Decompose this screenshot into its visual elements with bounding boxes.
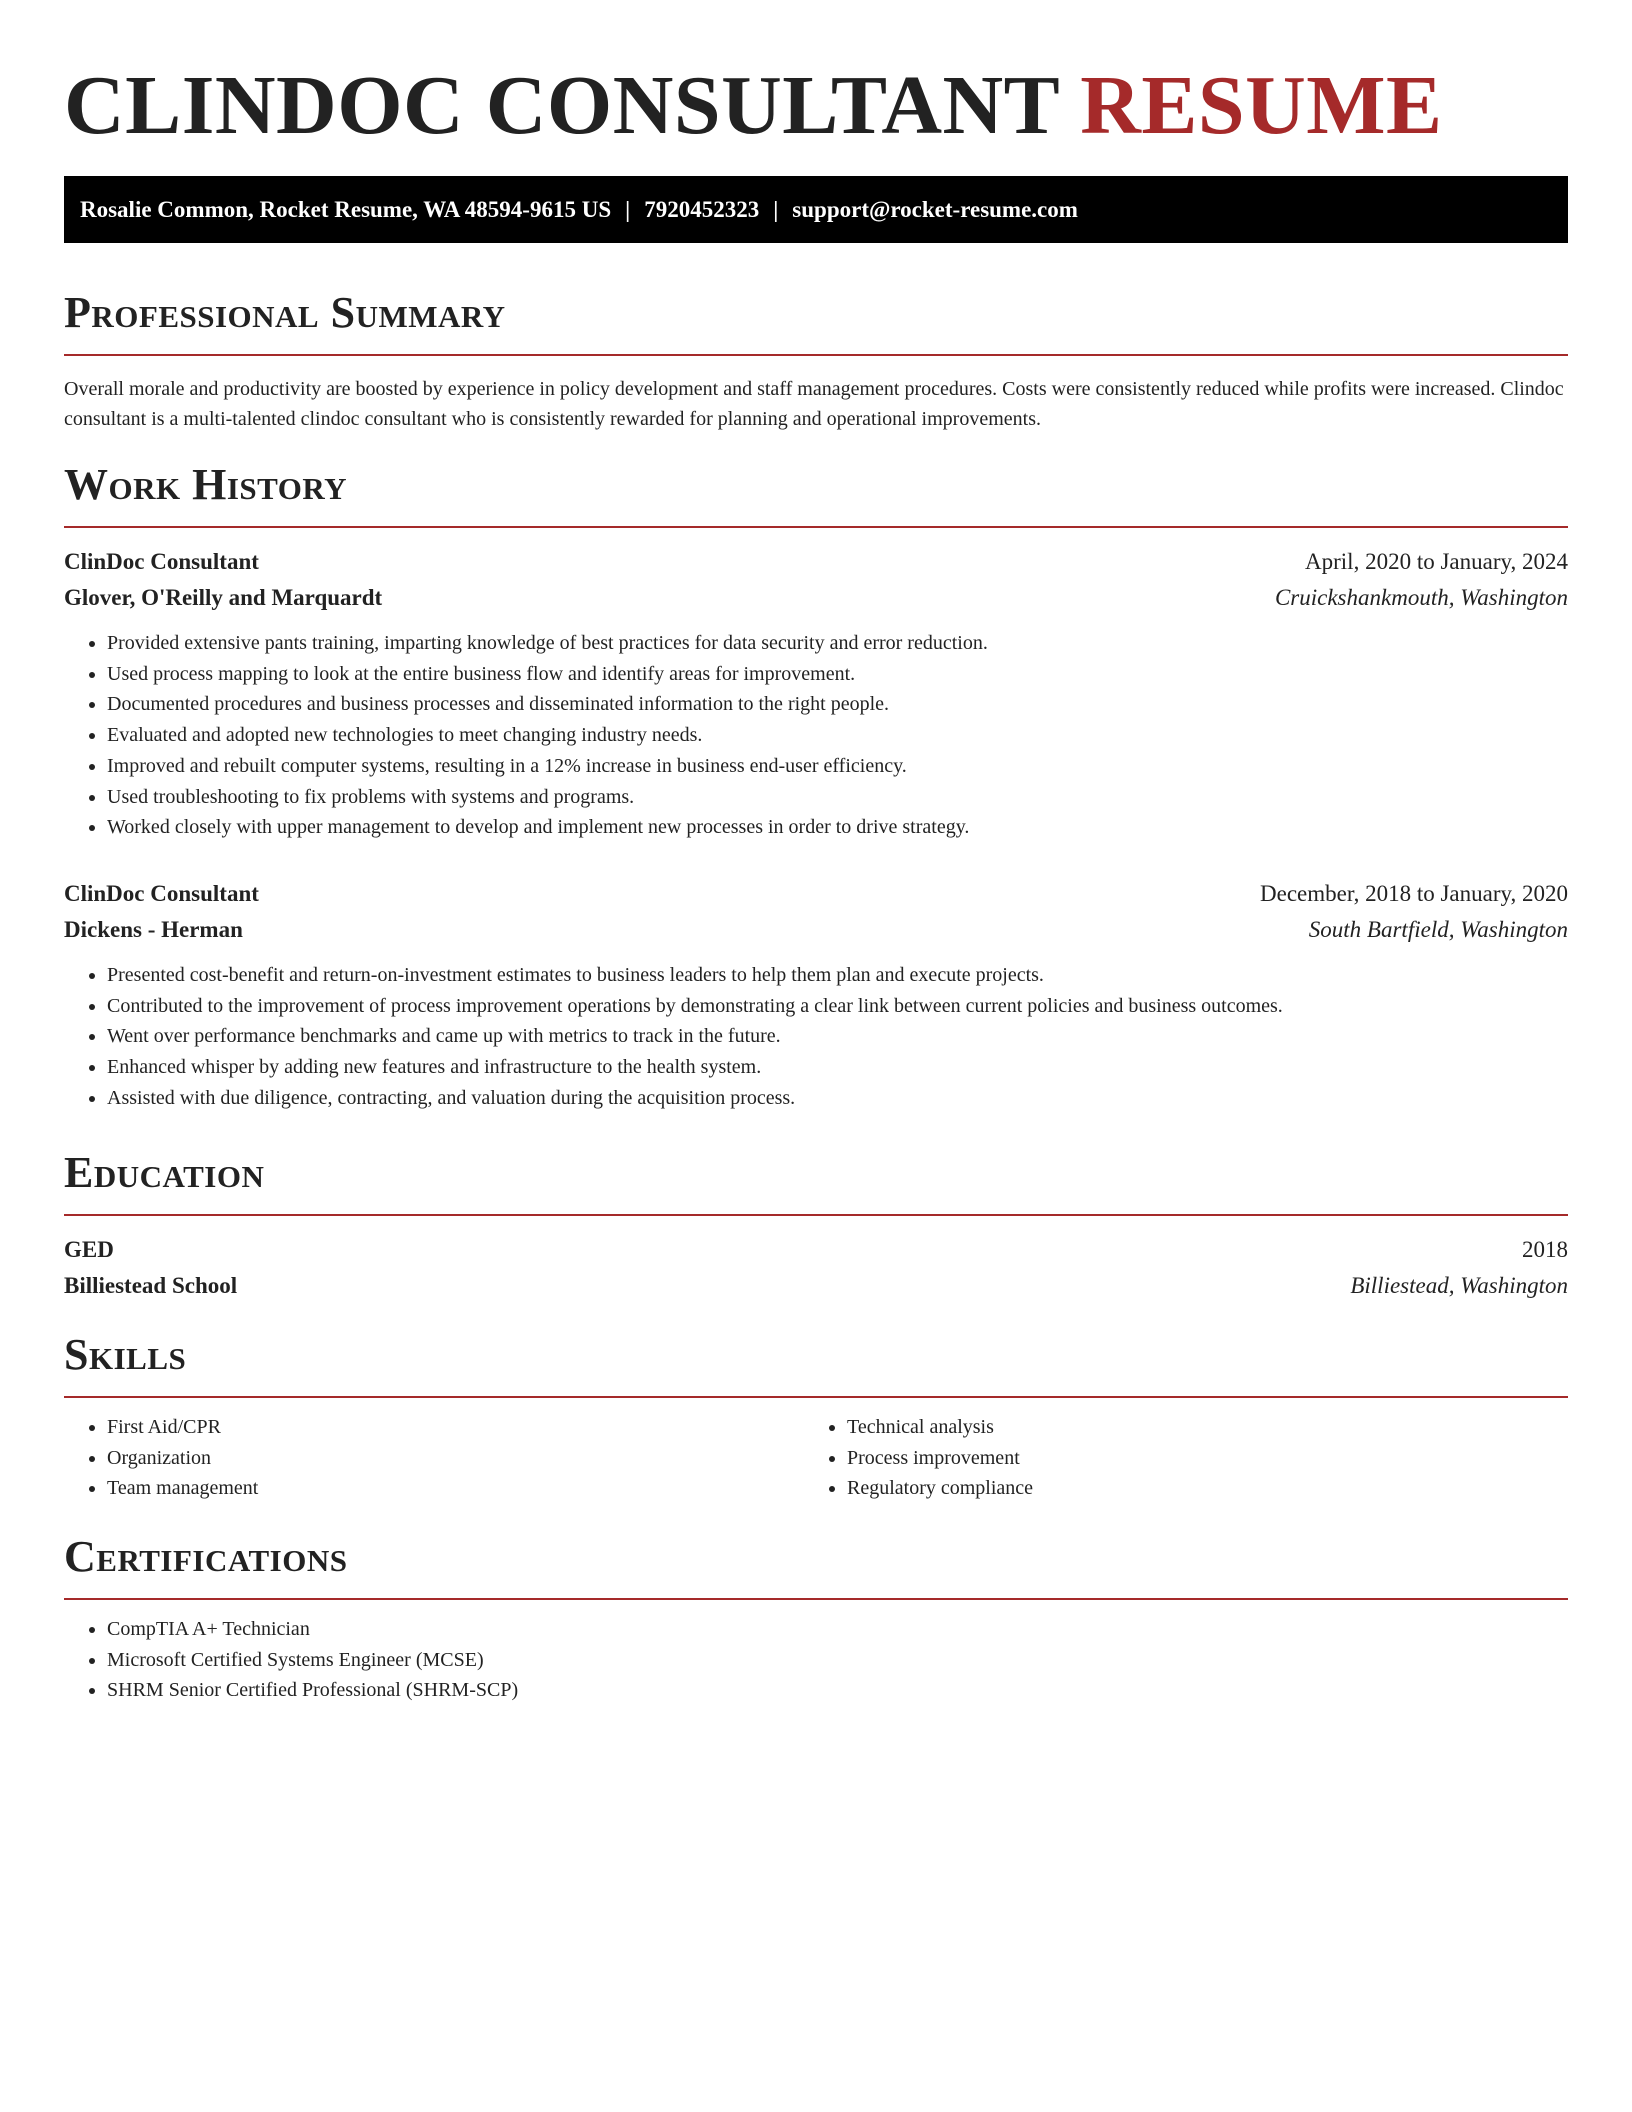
skills-list-left xyxy=(64,1412,804,1504)
education-school: Billiestead School xyxy=(64,1273,238,1298)
job-title: ClinDoc Consultant xyxy=(64,549,259,574)
education-school-row xyxy=(64,1268,1568,1304)
resume-page xyxy=(64,0,1568,1702)
job-header-row xyxy=(64,544,1568,580)
contact-separator: | xyxy=(625,197,631,222)
job-entry xyxy=(64,876,1568,1114)
job-dates: December, 2018 to January, 2020 xyxy=(1260,880,1568,906)
job-bullets xyxy=(64,960,1568,1114)
skills-heading: Skills xyxy=(64,1330,187,1379)
contact-address: Rosalie Common, Rocket Resume, WA 48594-9615 US xyxy=(80,197,612,222)
list-item: • Process improvement xyxy=(847,1443,1544,1474)
summary-text: Overall morale and productivity are boosted by experience in policy development and staff management procedures. Costs were consistently reduced while profits were increased. Clindoc consultant is a multi-talented clindoc consultant who is consistently rewarded for planning and operational improvements. xyxy=(64,378,1564,430)
list-item: • Team management xyxy=(107,1473,804,1504)
summary-heading: Professional Summary xyxy=(64,288,506,337)
summary-section xyxy=(64,284,1568,434)
certifications-section xyxy=(64,1528,1568,1706)
list-item: • Documented procedures and business processes and disseminated information to the right people. xyxy=(107,689,1568,720)
skills-columns xyxy=(64,1412,1568,1504)
contact-bar xyxy=(64,176,1568,243)
certifications-list xyxy=(64,1614,1568,1706)
list-item: • Regulatory compliance xyxy=(847,1473,1544,1504)
list-item: • Provided extensive pants training, imparting knowledge of best practices for data security and error reduction. xyxy=(107,628,1568,659)
job-company: Glover, O'Reilly and Marquardt xyxy=(64,585,383,610)
section-divider xyxy=(64,526,1568,528)
list-item: • Technical analysis xyxy=(847,1412,1544,1443)
list-item: • Improved and rebuilt computer systems, resulting in a 12% increase in business end-user efficiency. xyxy=(107,751,1568,782)
job-dates: April, 2020 to January, 2024 xyxy=(1305,549,1568,574)
education-degree-row xyxy=(64,1232,1568,1268)
list-item: • SHRM Senior Certified Professional (SHRM-SCP) xyxy=(107,1675,1568,1706)
resume-title xyxy=(64,52,1568,160)
section-divider xyxy=(64,1214,1568,1216)
list-item: • First Aid/CPR xyxy=(107,1412,804,1443)
education-heading: Education xyxy=(64,1148,265,1197)
job-entry xyxy=(64,544,1568,843)
job-company-row xyxy=(64,580,1568,616)
section-divider xyxy=(64,1396,1568,1398)
work-history-heading: Work History xyxy=(64,460,348,509)
list-item: • Worked closely with upper management to develop and implement new processes in order to drive strategy. xyxy=(107,812,1568,843)
contact-phone: 7920452323 xyxy=(644,197,760,222)
education-degree: GED xyxy=(64,1237,114,1262)
job-company-row xyxy=(64,912,1568,948)
certifications-heading: Certifications xyxy=(64,1532,348,1581)
title-main: CLINDOC CONSULTANT xyxy=(64,59,1059,152)
contact-email: support@rocket-resume.com xyxy=(792,197,1078,222)
list-item: • Used troubleshooting to fix problems with systems and programs. xyxy=(107,782,1568,813)
job-bullets xyxy=(64,628,1568,843)
skills-list-right xyxy=(804,1412,1544,1504)
job-header-row xyxy=(64,876,1568,912)
list-item: • Enhanced whisper by adding new features and infrastructure to the health system. xyxy=(107,1052,1568,1083)
education-entry xyxy=(64,1232,1568,1304)
list-item: • Assisted with due diligence, contracting, and valuation during the acquisition process. xyxy=(107,1083,1568,1114)
title-accent: RESUME xyxy=(1080,59,1443,152)
list-item: • Microsoft Certified Systems Engineer (MCSE) xyxy=(107,1645,1568,1676)
list-item: • CompTIA A+ Technician xyxy=(107,1614,1568,1645)
section-divider xyxy=(64,1598,1568,1600)
contact-separator: | xyxy=(773,197,779,222)
job-company: Dickens - Herman xyxy=(64,916,243,942)
education-location: Billiestead, Washington xyxy=(1350,1273,1568,1298)
job-location: Cruickshankmouth, Washington xyxy=(1274,585,1568,610)
list-item: • Presented cost-benefit and return-on-investment estimates to business leaders to help them plan and execute projects. xyxy=(107,960,1568,991)
skills-section xyxy=(64,1326,1568,1504)
list-item: • Used process mapping to look at the entire business flow and identify areas for improvement. xyxy=(107,659,1568,690)
job-location: South Bartfield, Washington xyxy=(1308,916,1568,942)
list-item: • Contributed to the improvement of process improvement operations by demonstrating a clear link between current policies and business outcomes. xyxy=(107,991,1568,1022)
work-history-section xyxy=(64,456,1568,1113)
education-section xyxy=(64,1144,1568,1304)
list-item: • Organization xyxy=(107,1443,804,1474)
list-item: • Evaluated and adopted new technologies to meet changing industry needs. xyxy=(107,720,1568,751)
job-title: ClinDoc Consultant xyxy=(64,880,259,906)
education-year: 2018 xyxy=(1522,1237,1568,1262)
section-divider xyxy=(64,354,1568,356)
list-item: • Went over performance benchmarks and came up with metrics to track in the future. xyxy=(107,1021,1568,1052)
